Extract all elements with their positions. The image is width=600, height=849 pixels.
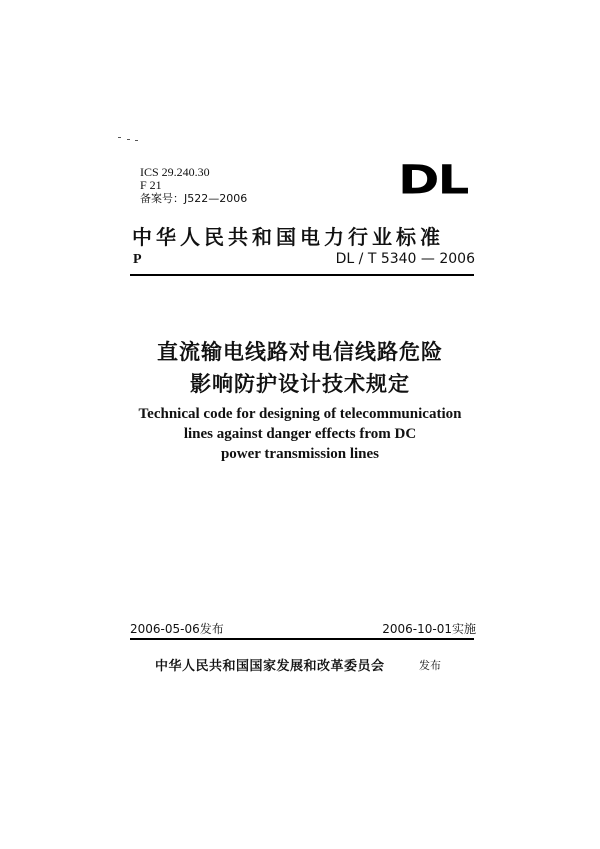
standard-title: 中华人民共和国电力行业标准 — [132, 225, 444, 249]
cn-title-line2: 影响防护设计技术规定 — [190, 372, 410, 396]
dl-logo: DL — [398, 156, 468, 204]
scan-speck — [135, 140, 138, 141]
en-title-line1: Technical code for designing of telecommunication — [138, 406, 462, 422]
implementation-date: 2006-10-01实施 — [382, 622, 476, 636]
ics-code: ICS 29.240.30 — [140, 165, 210, 179]
issue-date: 2006-05-06发布 — [130, 622, 224, 636]
cn-title-line1: 直流输电线路对电信线路危险 — [157, 340, 443, 364]
scan-speck — [118, 137, 121, 138]
category-letter: P — [133, 252, 142, 267]
issuing-authority: 中华人民共和国国家发展和改革委员会 — [155, 659, 385, 674]
en-title-line2: lines against danger effects from DC — [183, 426, 417, 442]
top-divider — [130, 274, 474, 276]
bottom-divider — [130, 638, 474, 640]
classification-code: F 21 — [140, 178, 162, 192]
standard-number: DL / T 5340 — 2006 — [335, 251, 475, 267]
en-title-line3: power transmission lines — [220, 446, 380, 462]
record-number: 备案号：J522—2006 — [140, 192, 248, 205]
issuer-suffix: 发布 — [419, 659, 441, 672]
scan-speck — [127, 139, 130, 140]
